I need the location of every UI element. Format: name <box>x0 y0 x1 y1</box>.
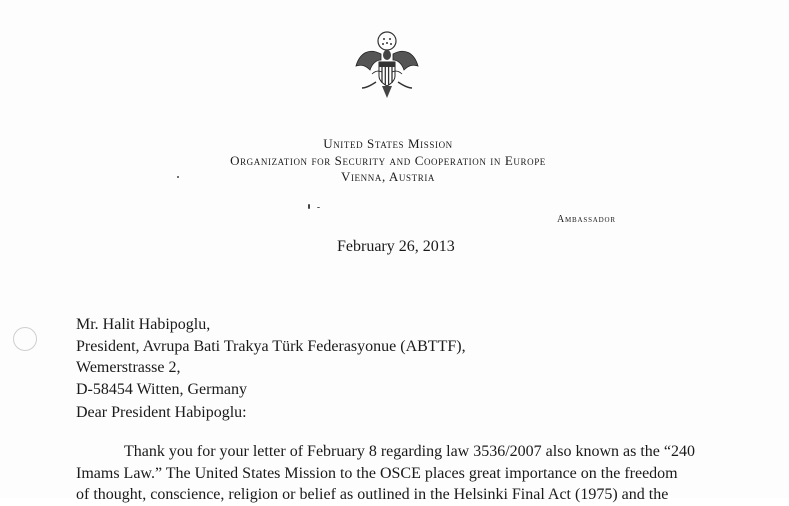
letter-body <box>76 441 716 506</box>
recipient-name: Mr. Halit Habipoglu, <box>76 316 211 333</box>
great-seal-eagle-icon <box>352 30 422 104</box>
office-title: Ambassador <box>557 214 616 225</box>
recipient-street: Wemerstrasse 2, <box>76 359 181 376</box>
recipient-title: President, Avrupa Bati Trakya Türk Federasyonue (ABTTF), <box>76 337 466 355</box>
scan-speck <box>177 176 179 178</box>
letterhead-mission: United States Mission <box>323 136 453 151</box>
letterhead <box>0 136 776 186</box>
body-line: Imams Law.” The United States Mission to the OSCE places great importance on the freedom <box>76 464 678 482</box>
punch-hole-mark <box>13 327 37 351</box>
body-line: Thank you for your letter of February 8 regarding law 3536/2007 also known as the “240 <box>124 443 695 460</box>
scan-speck <box>317 207 320 208</box>
letterhead-location: Vienna, Austria <box>340 169 436 184</box>
letterhead-organization: Organization for Security and Cooperation in Europe <box>230 152 546 168</box>
recipient-address <box>76 314 466 400</box>
recipient-city: D-58454 Witten, Germany <box>76 380 248 398</box>
scan-speck <box>308 204 310 209</box>
salutation: Dear President Habipoglu: <box>76 404 247 421</box>
letter-date: February 26, 2013 <box>337 238 455 255</box>
body-line: of thought, conscience, religion or belief as outlined in the Helsinki Final Act (1975) and the <box>76 486 669 503</box>
